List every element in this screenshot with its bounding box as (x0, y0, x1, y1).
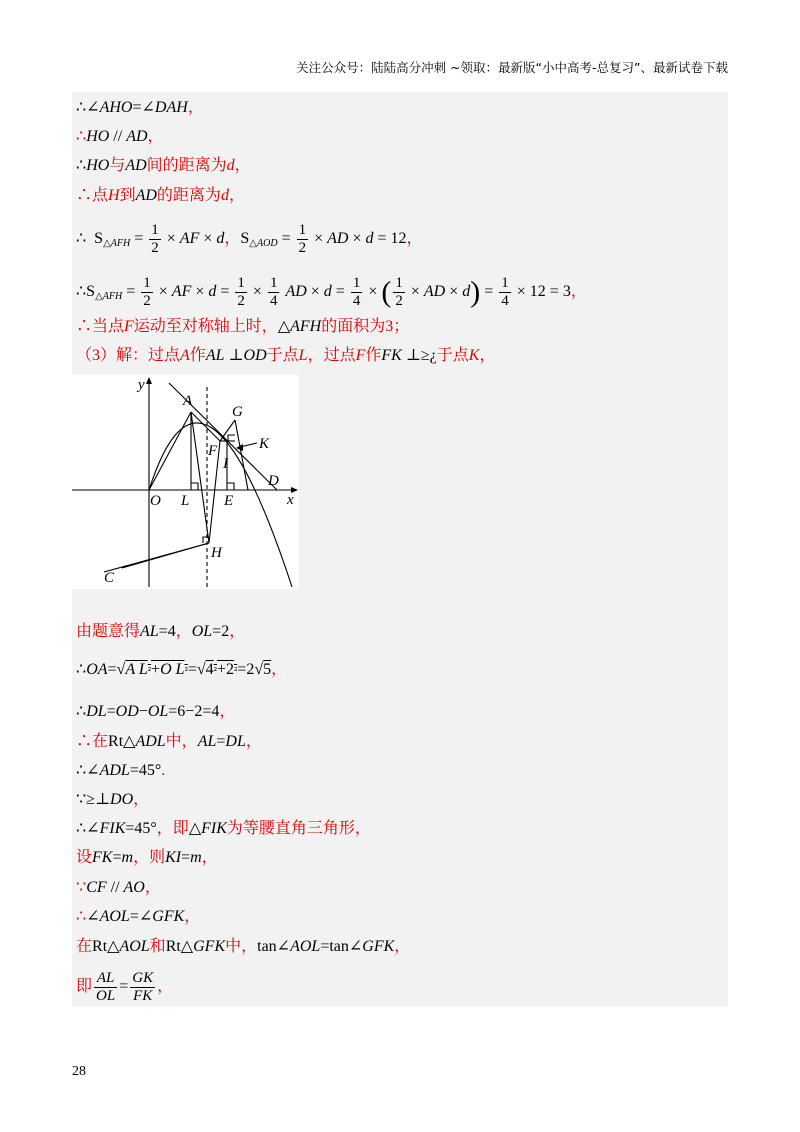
line-6: $\therefore S_{\triangle AFH}$ = $\frac{1}{2}$ × AF × d = $\frac{1}{2}$ × $\frac{1}{4}$ AD × d = $\frac{1}{4}$ × ( $\frac{1}{2}$ × AD × d) = $\frac{1}{4}$ × 12 = 3， (76, 275, 587, 309)
line-4: ∴点H到AD的距离为d， (76, 187, 245, 204)
line-13: ∴∠ADL=45°. (76, 762, 166, 779)
line-11: ∴DL=OD−OL=6−2=4， (76, 703, 236, 720)
solution-content (72, 92, 728, 1007)
line-15: ∴∠FIK=45°，即△FIK为等腰直角三角形， (76, 820, 371, 837)
line-14: ∵≥⊥DO， (76, 791, 150, 808)
label-a: A (183, 393, 193, 409)
label-c: C (104, 570, 115, 586)
line-7: ∴当点F运动至对称轴上时，△AFH的面积为3； (76, 318, 410, 335)
label-h: H (211, 545, 222, 561)
label-f: F (208, 443, 218, 459)
line-8: （3）解：过点A作AL ⊥OD于点L，过点F作FK ⊥≥¿于点K， (76, 347, 496, 364)
label-o: O (150, 493, 161, 509)
label-e: E (224, 493, 234, 509)
line-5: ∴ $S_{\triangle AFH}$ = $\frac{1}{2}$ × AF × d，$S_{\triangle AOD}$ = $\frac{1}{2}$ × AD × d = 12， (76, 222, 423, 256)
line-18: ∴∠AOL=∠GFK， (76, 908, 201, 925)
line-2: ∴HO // AD， (76, 128, 164, 145)
label-d: D (268, 473, 279, 489)
page-header: 关注公众号：陆陆高分冲刺 ~领取：最新版“小中高考-总复习”、最新试卷下载 (296, 60, 728, 75)
line-9: 由题意得AL=4，OL=2， (76, 623, 246, 640)
line-1: ∴∠AHO=∠DAH， (76, 99, 204, 116)
line-16: 设FK=m，则KI=m， (76, 849, 218, 866)
label-y: y (138, 377, 145, 393)
parabola-figure (72, 375, 299, 589)
line-10: ∴OA=√A L²+O L²=√4²+2²=2√5， (76, 661, 288, 678)
label-l: L (181, 493, 190, 509)
page-number: 28 (72, 1064, 86, 1079)
line-20: 即 $\frac{AL}{OL}$ = $\frac{GK}{FK}$ ， (76, 970, 174, 1004)
line-19: 在Rt△AOL和Rt△GFK中，tan∠AOL=tan∠GFK， (76, 938, 411, 955)
label-g: G (232, 404, 243, 420)
line-3: ∴HO与AD间的距离为d， (76, 157, 251, 174)
label-x: x (287, 492, 294, 508)
label-k: K (259, 436, 270, 452)
line-17: ∵CF // AO， (76, 879, 161, 896)
line-12: ∴在Rt△ADL中，AL=DL， (76, 733, 262, 750)
label-i: I (223, 456, 228, 472)
